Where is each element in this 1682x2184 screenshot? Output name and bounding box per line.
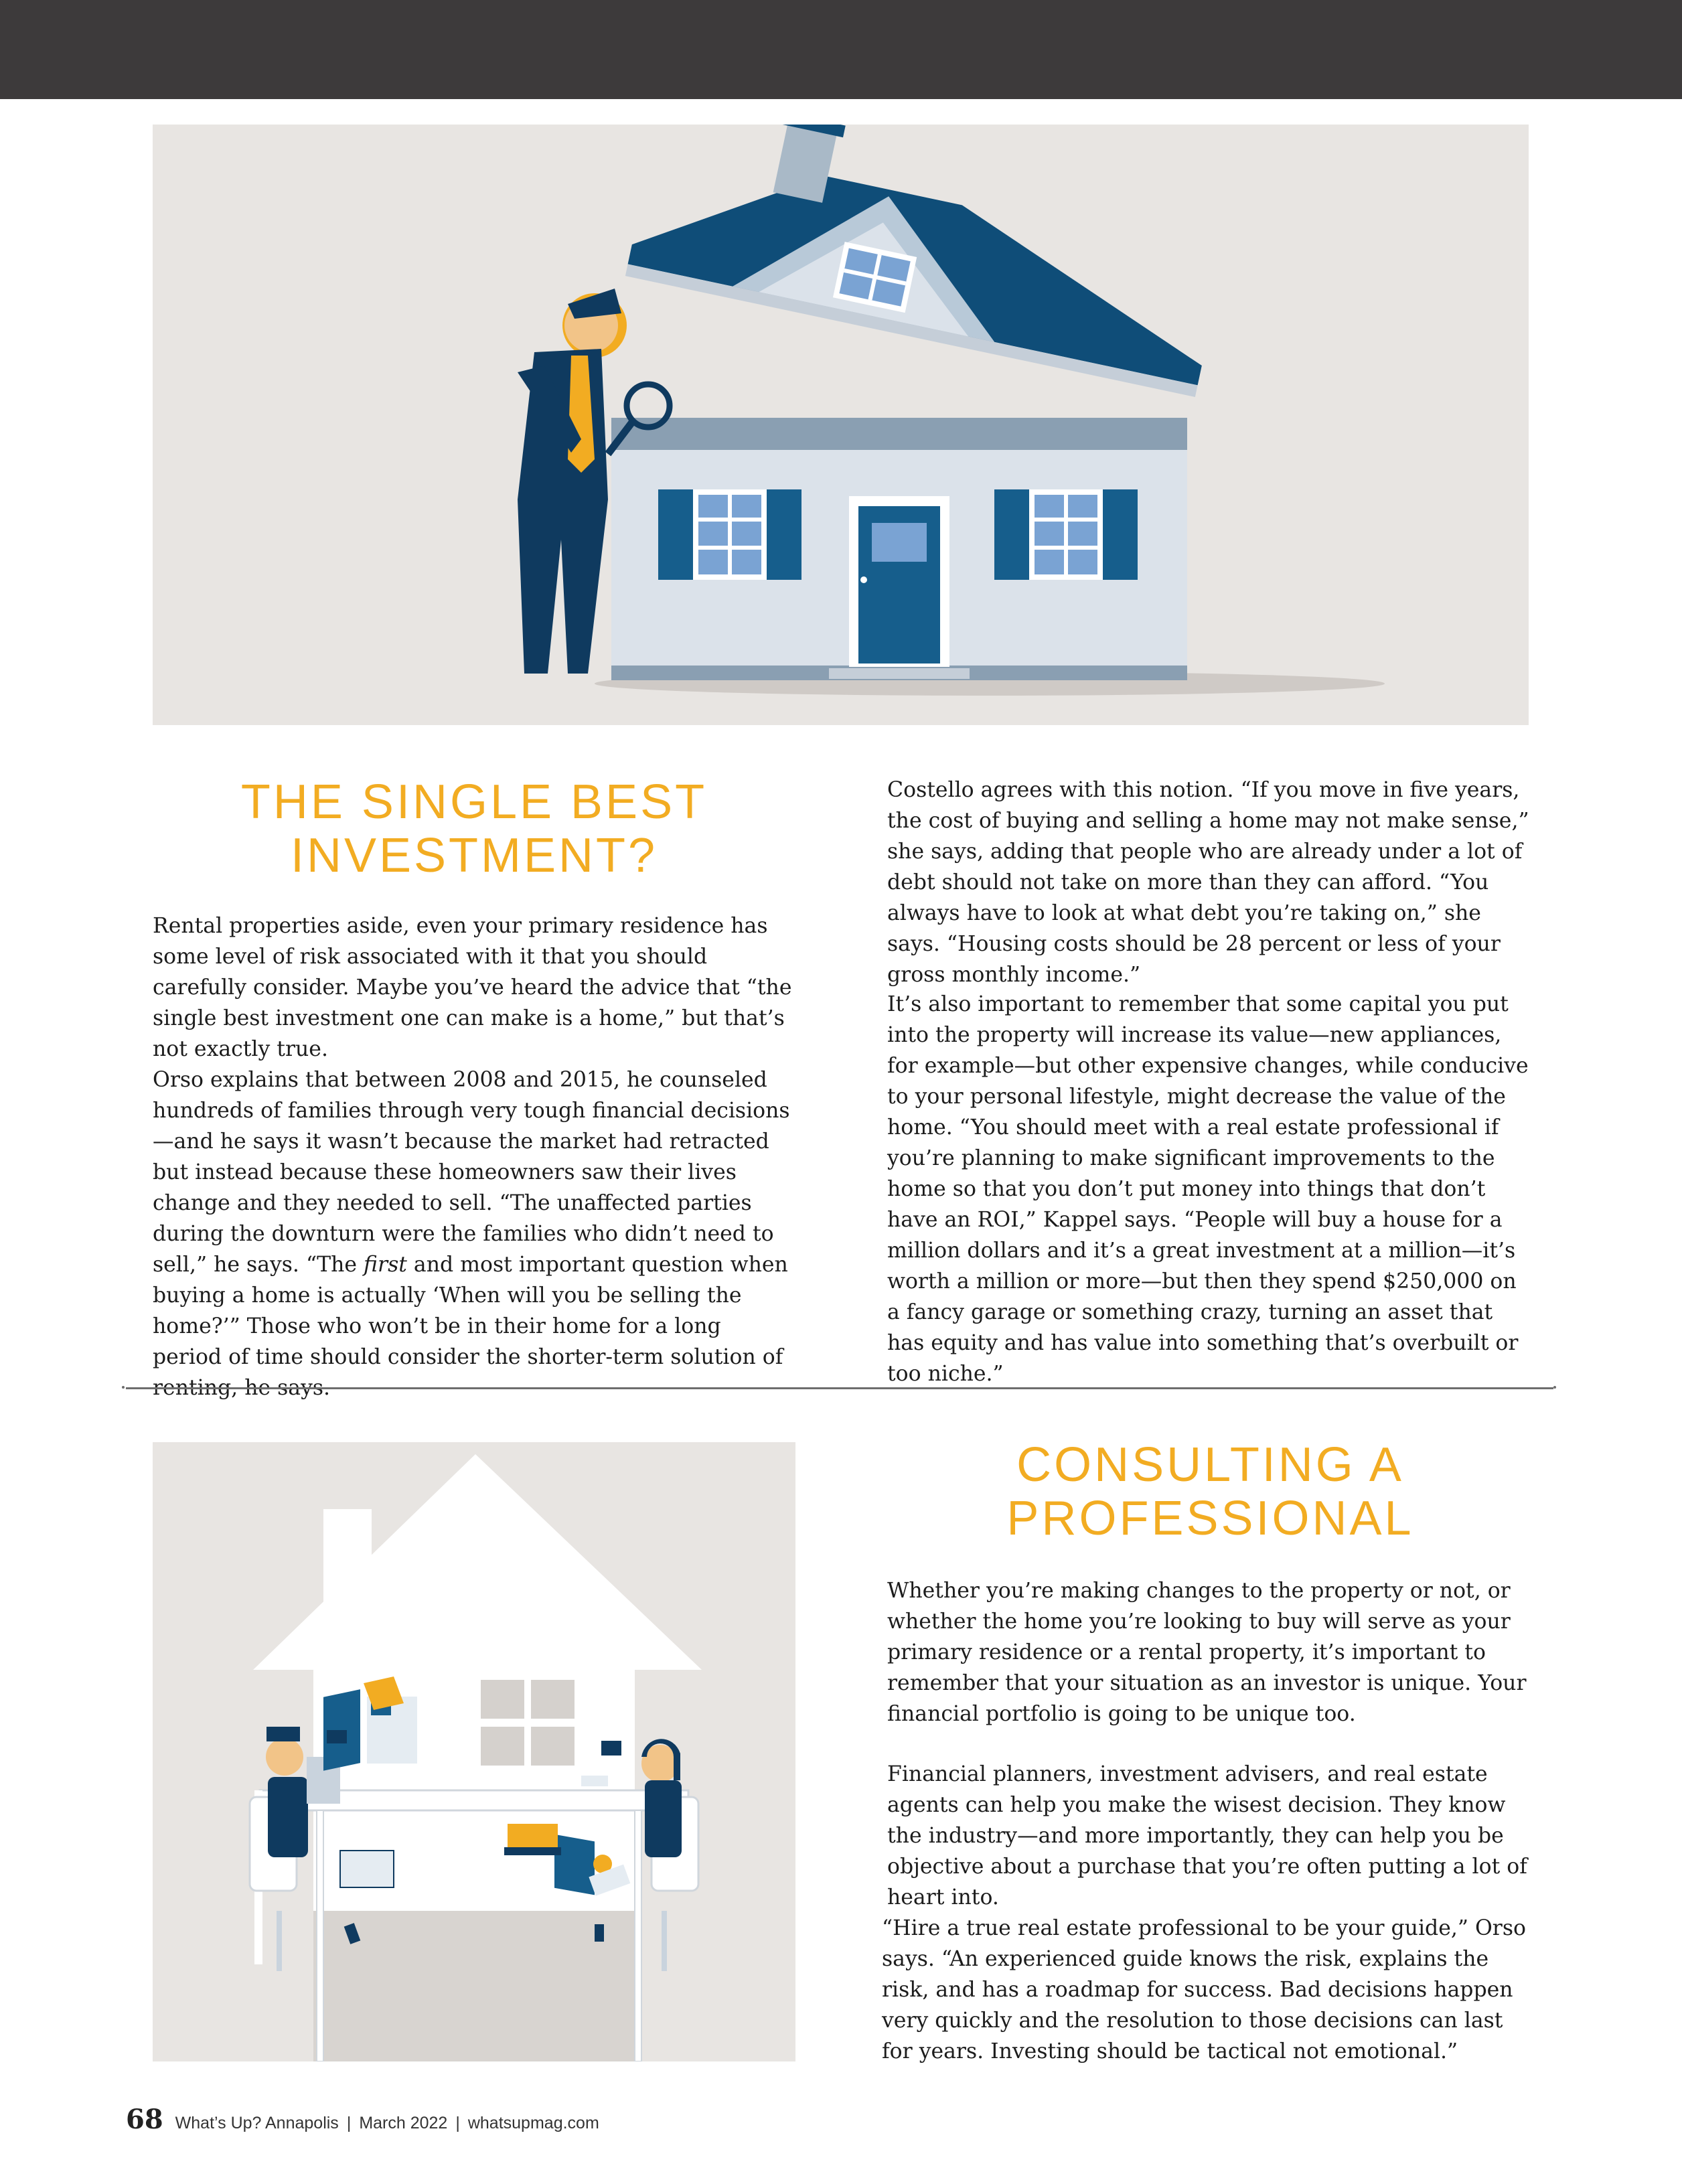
emphasis-first: first	[364, 1253, 407, 1277]
heading-line-1: CONSULTING A	[1016, 1438, 1404, 1492]
top-bar	[0, 0, 1682, 99]
divider-dot	[122, 1386, 125, 1389]
body-paragraph: Whether you’re making changes to the property or not, or whether the home you’re looking to buy will serve as your primary residence or a rental property, it’s important to remember that your situation as an investor is unique. Your financial portfolio is going to be unique too.	[887, 1579, 1527, 1726]
home-office-illustration	[153, 1442, 795, 2061]
issue-date: March 2022	[359, 2114, 448, 2132]
body-paragraph: It’s also important to remember that some capital you put into the property will increase its value—new appliances, for example—but other expensive changes, while conducive to your personal lifestyle, might decrease the value of the home. “You should meet with a real estate professional if you’re planning to make significant improvements to the home so that you don’t put money into things that don’t have an ROI,” Kappel says. “People will buy a house for a million dollars and it’s a great investment at a million—it’s worth a million or more—but then they spend $250,000 on a fancy garage or something crazy, turning an asset that has equity and has value into something that’s overbuilt or too niche.”	[887, 992, 1529, 1386]
body-paragraph: Rental properties aside, even your primary residence has some level of risk associated with it that you should carefully consider. Maybe you’ve heard the advice that “the single best investment one can make is a home,” but that’s not exactly true.	[153, 914, 792, 1061]
body-paragraph: Costello agrees with this notion. “If you move in five years, the cost of buying and selling a home may not make sense,” she says, adding that people who are already under a lot of debt should not take on more than they can afford. “You always have to look at what debt you’re taking on,” she says. “Housing costs should be 28 percent or less of your gross monthly income.”	[887, 778, 1529, 987]
divider-dot	[1553, 1386, 1556, 1389]
body-paragraph	[153, 1065, 795, 1403]
heading-line-2: INVESTMENT?	[290, 829, 658, 882]
text-run: and most important question when buying a home is actually ‘When will you be selling the home?’” Those who won’t be in their home for a long period of time should consider the shorter-term solution of renting, he says.	[153, 1253, 788, 1400]
publication-name: What’s Up? Annapolis	[175, 2114, 339, 2132]
page-footer	[126, 2104, 599, 2137]
house-inspection-icon	[153, 125, 1529, 725]
footer-separator: |	[455, 2114, 460, 2132]
section-divider	[126, 1387, 1553, 1389]
home-office-icon	[153, 1442, 795, 2061]
page-number: 68	[126, 2104, 163, 2135]
footer-separator: |	[346, 2114, 352, 2132]
text-run: Orso explains that between 2008 and 2015, he counseled hundreds of families through very tough financial decisions—and he says it wasn’t because the market had retracted but instead because these homeowners saw their lives change and they needed to sell. “The unaffected parties during the downturn were the families who didn’t need to sell,” he says. “The	[153, 1068, 790, 1277]
body-paragraph: Financial planners, investment advisers, and real estate agents can help you make the wisest decision. They know the industry—and more importantly, they can help you be objective about a purchase that you’re often putting a lot of heart into.	[887, 1762, 1527, 1909]
section-heading-single-best-investment	[153, 775, 795, 882]
house-inspection-illustration	[153, 125, 1529, 725]
body-paragraph: “Hire a true real estate professional to be your guide,” Orso says. “An experienced guide knows the risk, explains the risk, and has a roadmap for success. Bad decisions happen very quickly and the resolution to those decisions can last for years. Investing should be tactical not emotional.”	[882, 1916, 1526, 2063]
heading-line-2: PROFESSIONAL	[1006, 1492, 1414, 1545]
section-heading-consulting-professional	[887, 1438, 1533, 1545]
website-link[interactable]: whatsupmag.com	[467, 2114, 599, 2132]
heading-line-1: THE SINGLE BEST	[240, 775, 708, 829]
